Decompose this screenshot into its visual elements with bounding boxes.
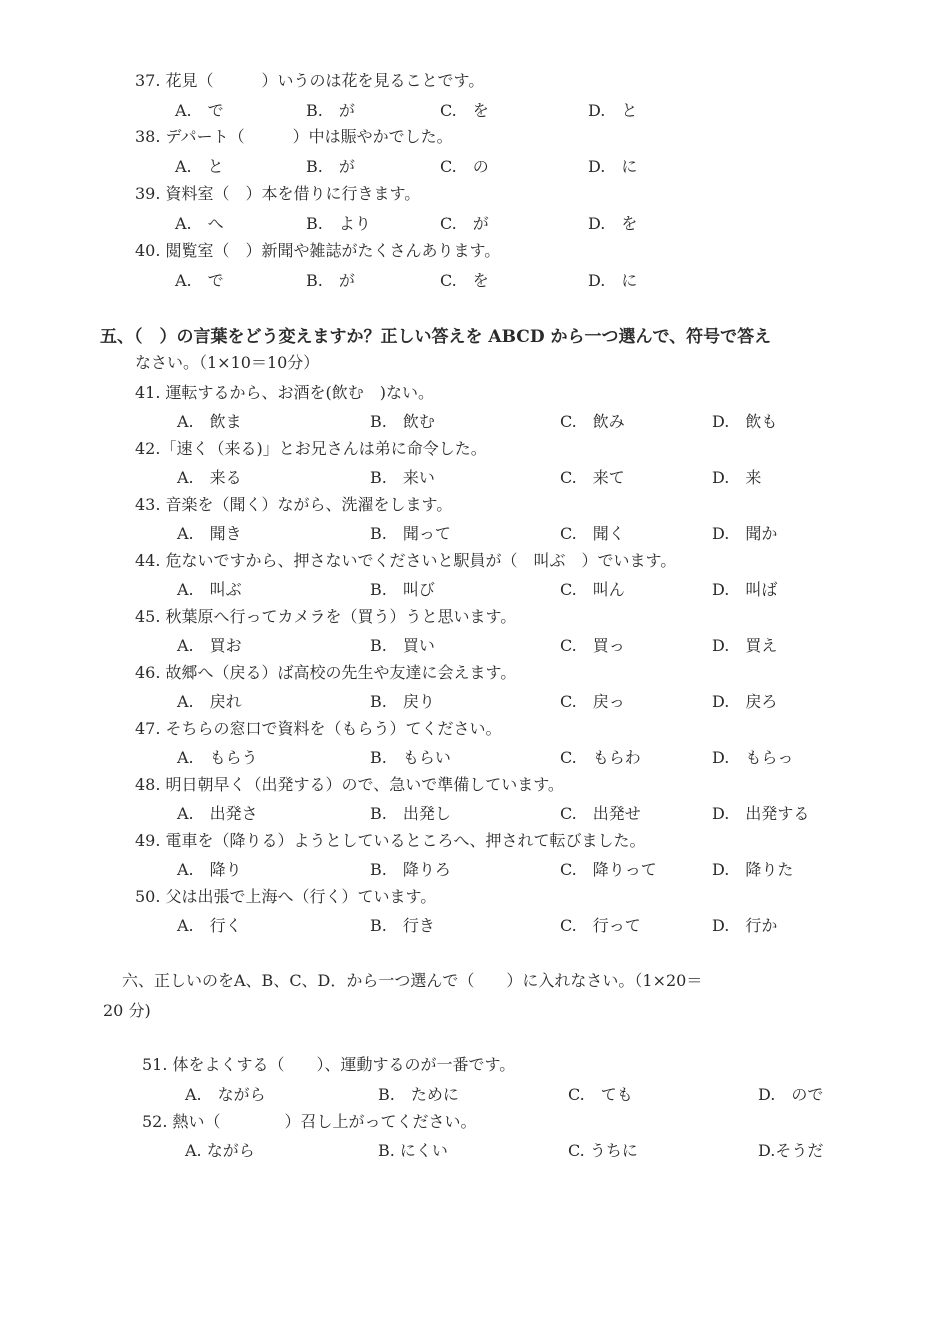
question-49: 49. 電車を（降りる）ようとしているところへ、押されて転びました。	[135, 831, 646, 850]
question-45-option-d: D. 買え	[712, 636, 778, 655]
question-52-option-a: A. ながら	[185, 1141, 255, 1160]
question-38-option-c: C. の	[440, 157, 489, 176]
question-38-option-b: B. が	[306, 157, 355, 176]
question-52-option-c: C. うちに	[568, 1141, 638, 1160]
question-50-option-b: B. 行き	[370, 916, 435, 935]
question-47-option-a: A. もらう	[177, 748, 258, 767]
question-51: 51. 体をよくする（ ）、運動するのが一番です。	[142, 1055, 516, 1074]
question-39-option-d: D. を	[588, 214, 638, 233]
question-37-option-d: D. と	[588, 101, 638, 120]
question-52-option-d: D.そうだ	[758, 1141, 824, 1160]
question-51-option-c: C. ても	[568, 1085, 633, 1104]
question-38-option-a: A. と	[175, 157, 224, 176]
question-43-option-c: C. 聞く	[560, 524, 625, 543]
question-40: 40. 閲覧室（ ）新聞や雑誌がたくさんあります。	[135, 241, 501, 260]
question-39-option-a: A. へ	[175, 214, 224, 233]
question-42-option-a: A. 来る	[177, 468, 242, 487]
question-45-option-a: A. 買お	[177, 636, 242, 655]
question-49-option-a: A. 降り	[177, 860, 242, 879]
question-41-option-c: C. 飲み	[560, 412, 625, 431]
question-45-option-c: C. 買っ	[560, 636, 625, 655]
question-49-option-c: C. 降りって	[560, 860, 657, 879]
question-40-option-d: D. に	[588, 271, 638, 290]
question-46-option-d: D. 戻ろ	[712, 692, 778, 711]
question-41-option-a: A. 飲ま	[177, 412, 242, 431]
question-43-option-d: D. 聞か	[712, 524, 778, 543]
question-44-option-a: A. 叫ぶ	[177, 580, 242, 599]
question-43-option-a: A. 聞き	[177, 524, 242, 543]
question-45: 45. 秋葉原へ行ってカメラを（買う）うと思います。	[135, 607, 517, 626]
question-49-option-b: B. 降りろ	[370, 860, 451, 879]
question-40-option-c: C. を	[440, 271, 489, 290]
question-50-option-a: A. 行く	[177, 916, 242, 935]
question-39: 39. 資料室（ ）本を借りに行きます。	[135, 184, 421, 203]
question-44-option-b: B. 叫び	[370, 580, 435, 599]
question-52: 52. 熱い（ ）召し上がってください。	[142, 1112, 477, 1131]
question-47-option-c: C. もらわ	[560, 748, 641, 767]
question-47-option-d: D. もらっ	[712, 748, 794, 767]
question-42-option-c: C. 来て	[560, 468, 625, 487]
question-41-option-d: D. 飲も	[712, 412, 778, 431]
question-52-option-b: B. にくい	[378, 1141, 448, 1160]
question-44-option-c: C. 叫ん	[560, 580, 625, 599]
question-47: 47. そちらの窓口で資料を（もらう）てください。	[135, 719, 502, 738]
question-47-option-b: B. もらい	[370, 748, 451, 767]
question-49-option-d: D. 降りた	[712, 860, 794, 879]
question-39-option-b: B. より	[306, 214, 371, 233]
question-37-option-a: A. で	[175, 101, 224, 120]
question-45-option-b: B. 買い	[370, 636, 435, 655]
question-43: 43. 音楽を（聞く）ながら、洗濯をします。	[135, 495, 453, 514]
question-48-option-c: C. 出発せ	[560, 804, 641, 823]
question-40-option-b: B. が	[306, 271, 355, 290]
question-46-option-c: C. 戻っ	[560, 692, 625, 711]
section-5-heading-cont: なさい。（1×10＝10分）	[135, 353, 320, 372]
question-37: 37. 花見（ ）いうのは花を見ることです。	[135, 71, 485, 90]
question-44: 44. 危ないですから、押さないでくださいと駅員が（ 叫ぶ ）でいます。	[135, 551, 677, 570]
question-40-option-a: A. で	[175, 271, 224, 290]
question-48-option-d: D. 出発する	[712, 804, 810, 823]
question-50-option-c: C. 行って	[560, 916, 641, 935]
question-48: 48. 明日朝早く（出発する）ので、急いで準備しています。	[135, 775, 564, 794]
question-51-option-b: B. ために	[378, 1085, 459, 1104]
question-48-option-b: B. 出発し	[370, 804, 451, 823]
question-42-option-d: D. 来	[712, 468, 762, 487]
question-46: 46. 故郷へ（戻る）ば高校の先生や友達に会えます。	[135, 663, 517, 682]
question-46-option-a: A. 戻れ	[177, 692, 242, 711]
question-41: 41. 運転するから、お酒を(飲む )ない。	[135, 383, 435, 402]
question-44-option-d: D. 叫ば	[712, 580, 778, 599]
question-42: 42.「速く（来る)」とお兄さんは弟に命令した。	[135, 439, 487, 458]
question-48-option-a: A. 出発さ	[177, 804, 258, 823]
section-5-heading: 五、（ ）の言葉をどう変えますか？正しい答えを ABCD から一つ選んで、符号で答え	[100, 327, 772, 347]
question-37-option-b: B. が	[306, 101, 355, 120]
section-6-heading-cont: 20 分)	[103, 1001, 151, 1020]
question-51-option-d: D. ので	[758, 1085, 824, 1104]
question-41-option-b: B. 飲む	[370, 412, 435, 431]
question-50-option-d: D. 行か	[712, 916, 778, 935]
question-37-option-c: C. を	[440, 101, 489, 120]
question-38-option-d: D. に	[588, 157, 638, 176]
question-43-option-b: B. 聞って	[370, 524, 451, 543]
section-6-heading: 六、正しいのをA、B、C、D．から一つ選んで（ ）に入れなさい。（1×20＝	[122, 971, 703, 990]
question-46-option-b: B. 戻り	[370, 692, 435, 711]
question-38: 38. デパート（ ）中は賑やかでした。	[135, 127, 453, 146]
question-51-option-a: A. ながら	[185, 1085, 266, 1104]
question-42-option-b: B. 来い	[370, 468, 435, 487]
question-39-option-c: C. が	[440, 214, 489, 233]
question-50: 50. 父は出張で上海へ（行く）ています。	[135, 887, 437, 906]
